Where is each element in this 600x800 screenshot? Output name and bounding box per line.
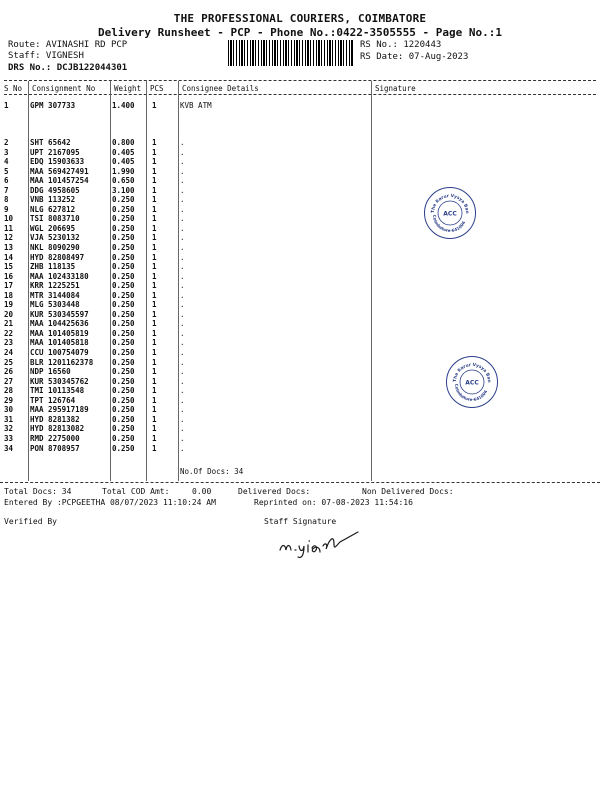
row-details: . — [180, 309, 185, 319]
table-row — [4, 214, 376, 224]
table-row — [4, 319, 376, 329]
row-weight: 0.405 — [112, 147, 135, 157]
row-sno: 26 — [4, 367, 14, 377]
no-of-docs: No.Of Docs: 34 — [180, 467, 244, 476]
row-consignment: NKL 8090290 — [30, 243, 80, 253]
reprinted-on: Reprinted on: 07-08-2023 11:54:16 — [254, 498, 413, 507]
row-weight: 0.250 — [112, 386, 135, 396]
row-consignment: MAA 104425636 — [30, 319, 89, 329]
row-details: . — [180, 195, 185, 205]
row-pcs: 1 — [152, 101, 157, 110]
table-row — [4, 243, 376, 253]
row-consignment: BLR 1201162378 — [30, 357, 94, 367]
row-details: . — [180, 204, 185, 214]
row-pcs: 1 — [152, 271, 157, 281]
row-sno: 1 — [4, 101, 9, 110]
row-pcs: 1 — [152, 309, 157, 319]
total-docs: Total Docs: 34 — [4, 487, 72, 496]
row-sno: 2 — [4, 138, 9, 147]
table-row — [4, 405, 376, 415]
table-row — [4, 138, 376, 148]
row-sno: 22 — [4, 328, 14, 338]
row-weight: 0.250 — [112, 290, 135, 300]
row-weight: 0.250 — [112, 195, 135, 205]
row-pcs: 1 — [152, 386, 157, 396]
table-row — [4, 148, 376, 158]
row-pcs: 1 — [152, 395, 157, 405]
row-pcs: 1 — [152, 281, 157, 291]
row-sno: 3 — [4, 147, 9, 157]
row-weight: 0.250 — [112, 443, 135, 453]
row-pcs: 1 — [152, 157, 157, 167]
non-delivered-docs: Non Delivered Docs: — [362, 487, 454, 496]
row-consignment: HYD 82808497 — [30, 252, 85, 262]
table-row — [4, 195, 376, 205]
row-pcs: 1 — [152, 185, 157, 195]
row-weight: 0.250 — [112, 281, 135, 291]
row-sno: 28 — [4, 386, 14, 396]
table-row — [4, 176, 376, 186]
row-sno: 8 — [4, 195, 9, 205]
row-pcs: 1 — [152, 252, 157, 262]
table-row — [4, 205, 376, 215]
row-consignment: CCU 100754079 — [30, 348, 89, 358]
row-consignment: GPM 307733 — [30, 101, 76, 110]
row-details: . — [180, 185, 185, 195]
row-details: . — [180, 271, 185, 281]
row-pcs: 1 — [152, 243, 157, 253]
row-pcs: 1 — [152, 338, 157, 348]
row-sno: 19 — [4, 300, 14, 310]
row-details: . — [180, 138, 185, 147]
row-pcs: 1 — [152, 357, 157, 367]
row-pcs: 1 — [152, 328, 157, 338]
row-pcs: 1 — [152, 433, 157, 443]
row-consignment: DDG 4958605 — [30, 185, 80, 195]
row-sno: 20 — [4, 309, 14, 319]
row-sno: 12 — [4, 233, 14, 243]
barcode-image — [228, 40, 354, 66]
table-row — [4, 167, 376, 177]
table-row — [4, 358, 376, 368]
row-consignment: MLG 5303448 — [30, 300, 80, 310]
row-sno: 33 — [4, 433, 14, 443]
row-details: . — [180, 223, 185, 233]
row-sno: 34 — [4, 443, 14, 453]
row-details: . — [180, 166, 185, 176]
row-pcs: 1 — [152, 414, 157, 424]
svg-text:ACC: ACC — [465, 379, 479, 387]
svg-text:The Karur Vysya Bank Ltd: The Karur Vysya Ban — [430, 193, 470, 214]
table-row — [4, 281, 376, 291]
row-details: . — [180, 300, 185, 310]
row-details: . — [180, 414, 185, 424]
row-pcs: 1 — [152, 204, 157, 214]
svg-text:Coimbatore-641004: Coimbatore-641004 — [431, 214, 467, 234]
table-row — [4, 186, 376, 196]
row-weight: 0.250 — [112, 233, 135, 243]
row-sno: 16 — [4, 271, 14, 281]
row-sno: 21 — [4, 319, 14, 329]
row-weight: 0.250 — [112, 414, 135, 424]
column-header-sno: S No — [4, 84, 23, 93]
row-weight: 0.250 — [112, 348, 135, 358]
row-consignment: WGL 206695 — [30, 223, 76, 233]
row-pcs: 1 — [152, 176, 157, 186]
row-sno: 27 — [4, 376, 14, 386]
row-sno: 31 — [4, 414, 14, 424]
table-row — [4, 444, 376, 454]
row-consignment: SHT 65642 — [30, 138, 71, 147]
row-pcs: 1 — [152, 443, 157, 453]
row-sno: 29 — [4, 395, 14, 405]
table-row — [4, 262, 376, 272]
row-sno: 14 — [4, 252, 14, 262]
row-sno: 13 — [4, 243, 14, 253]
table-top-rule — [4, 80, 596, 81]
row-details: . — [180, 290, 185, 300]
row-details: . — [180, 386, 185, 396]
row-details: . — [180, 395, 185, 405]
entered-by: Entered By :PCPGEETHA 08/07/2023 11:10:24 AM — [4, 498, 216, 507]
row-weight: 0.250 — [112, 376, 135, 386]
row-pcs: 1 — [152, 262, 157, 272]
total-cod-label: Total COD Amt: — [102, 487, 170, 496]
row-consignment: VJA 5230132 — [30, 233, 80, 243]
row-weight: 1.990 — [112, 166, 135, 176]
row-weight: 0.250 — [112, 367, 135, 377]
row-consignment: NLG 627812 — [30, 204, 76, 214]
row-consignment: EDQ 15903633 — [30, 157, 85, 167]
table-header-rule — [4, 94, 596, 95]
row-weight: 0.250 — [112, 243, 135, 253]
row-consignment: ZHB 118135 — [30, 262, 76, 272]
row-weight: 0.250 — [112, 300, 135, 310]
row-weight: 0.650 — [112, 176, 135, 186]
row-details: . — [180, 338, 185, 348]
column-header-weight: Weight — [114, 84, 142, 93]
row-pcs: 1 — [152, 424, 157, 434]
row-details: . — [180, 214, 185, 224]
row-details: KVB ATM — [180, 101, 212, 110]
row-sno: 17 — [4, 281, 14, 291]
row-sno: 24 — [4, 348, 14, 358]
table-row — [4, 424, 376, 434]
runsheet-rows — [4, 138, 376, 453]
row-weight: 0.250 — [112, 405, 135, 415]
svg-text:Coimbatore-641004: Coimbatore-641004 — [453, 383, 489, 403]
row-details: . — [180, 376, 185, 386]
delivered-docs: Delivered Docs: — [238, 487, 311, 496]
row-pcs: 1 — [152, 166, 157, 176]
row-weight: 0.250 — [112, 204, 135, 214]
row-pcs: 1 — [152, 367, 157, 377]
runsheet-subtitle: Delivery Runsheet - PCP - Phone No.:0422-3505555 - Page No.:1 — [98, 26, 502, 39]
bank-stamp — [424, 187, 476, 239]
row-pcs: 1 — [152, 195, 157, 205]
row-weight: 0.250 — [112, 424, 135, 434]
table-row — [4, 329, 376, 339]
row-sno: 32 — [4, 424, 14, 434]
row-details: . — [180, 176, 185, 186]
row-consignment: KRR 1225251 — [30, 281, 80, 291]
row-consignment: MAA 295917189 — [30, 405, 89, 415]
row-pcs: 1 — [152, 348, 157, 358]
table-row — [4, 253, 376, 263]
row-sno: 7 — [4, 185, 9, 195]
row-details: . — [180, 252, 185, 262]
row-details: . — [180, 243, 185, 253]
row-details: . — [180, 367, 185, 377]
row-consignment: PON 8708957 — [30, 443, 80, 453]
column-header-details: Consignee Details — [182, 84, 259, 93]
row-sno: 6 — [4, 176, 9, 186]
total-cod-value: 0.00 — [192, 487, 212, 496]
table-row — [4, 338, 376, 348]
bank-stamp — [446, 356, 498, 408]
row-weight: 0.405 — [112, 157, 135, 167]
row-details: . — [180, 433, 185, 443]
row-pcs: 1 — [152, 147, 157, 157]
table-row — [4, 367, 376, 377]
table-row — [4, 377, 376, 387]
row-weight: 1.400 — [112, 101, 135, 110]
row-consignment: MAA 101405819 — [30, 328, 89, 338]
row-sno: 23 — [4, 338, 14, 348]
row-details: . — [180, 147, 185, 157]
row-pcs: 1 — [152, 290, 157, 300]
row-sno: 30 — [4, 405, 14, 415]
row-details: . — [180, 405, 185, 415]
table-row — [4, 300, 376, 310]
table-row — [4, 233, 376, 243]
row-consignment: TMI 10113548 — [30, 386, 85, 396]
row-pcs: 1 — [152, 376, 157, 386]
bank-stamp-seal-icon — [447, 357, 497, 407]
row-consignment: MTR 3144084 — [30, 290, 80, 300]
staff-signature-scribble — [276, 526, 368, 562]
row-weight: 0.250 — [112, 252, 135, 262]
row-weight: 0.250 — [112, 338, 135, 348]
row-details: . — [180, 328, 185, 338]
staff-label: Staff: VIGNESH — [8, 51, 84, 61]
footer-top-rule — [0, 482, 600, 483]
row-pcs: 1 — [152, 300, 157, 310]
row-weight: 0.250 — [112, 319, 135, 329]
row-consignment: KUR 530345597 — [30, 309, 89, 319]
rs-number: RS No.: 1220443 — [360, 40, 442, 50]
table-row — [4, 272, 376, 282]
row-consignment: KUR 530345762 — [30, 376, 89, 386]
row-weight: 0.250 — [112, 214, 135, 224]
row-consignment: MAA 569427491 — [30, 166, 89, 176]
row-pcs: 1 — [152, 233, 157, 243]
table-row — [4, 396, 376, 406]
row-consignment: TPT 126764 — [30, 395, 76, 405]
row-weight: 0.250 — [112, 433, 135, 443]
verified-by-label: Verified By — [4, 517, 57, 526]
row-sno: 10 — [4, 214, 14, 224]
row-details: . — [180, 357, 185, 367]
bank-stamp-seal-icon — [425, 188, 475, 238]
row-details: . — [180, 262, 185, 272]
row-consignment: RMD 2275000 — [30, 433, 80, 443]
row-pcs: 1 — [152, 319, 157, 329]
row-consignment: VNB 113252 — [30, 195, 76, 205]
row-consignment: TSI 8083710 — [30, 214, 80, 224]
row-pcs: 1 — [152, 214, 157, 224]
row-consignment: MAA 101405818 — [30, 338, 89, 348]
row-weight: 0.250 — [112, 309, 135, 319]
row-details: . — [180, 281, 185, 291]
row-weight: 0.250 — [112, 262, 135, 272]
row-consignment: HYD 8281382 — [30, 414, 80, 424]
row-sno: 18 — [4, 290, 14, 300]
row-consignment: MAA 102433180 — [30, 271, 89, 281]
svg-text:ACC: ACC — [443, 210, 457, 218]
table-row — [4, 434, 376, 444]
table-row — [4, 224, 376, 234]
table-row-first — [4, 101, 376, 111]
row-consignment: NDP 16560 — [30, 367, 71, 377]
table-row — [4, 415, 376, 425]
row-weight: 0.250 — [112, 357, 135, 367]
row-details: . — [180, 443, 185, 453]
table-row — [4, 310, 376, 320]
svg-text:The Karur Vysya Bank Ltd: The Karur Vysya Ban — [452, 362, 492, 383]
row-sno: 4 — [4, 157, 9, 167]
row-pcs: 1 — [152, 138, 157, 147]
row-weight: 0.250 — [112, 271, 135, 281]
staff-signature-label: Staff Signature — [264, 517, 337, 526]
row-details: . — [180, 157, 185, 167]
route-label: Route: AVINASHI RD PCP — [8, 40, 128, 50]
row-details: . — [180, 424, 185, 434]
row-weight: 0.250 — [112, 328, 135, 338]
table-row — [4, 157, 376, 167]
row-consignment: MAA 101457254 — [30, 176, 89, 186]
row-sno: 11 — [4, 223, 14, 233]
table-row — [4, 348, 376, 358]
table-row — [4, 386, 376, 396]
row-sno: 25 — [4, 357, 14, 367]
column-header-consignment: Consignment No — [32, 84, 96, 93]
row-details: . — [180, 319, 185, 329]
row-details: . — [180, 233, 185, 243]
row-sno: 5 — [4, 166, 9, 176]
row-weight: 0.250 — [112, 223, 135, 233]
column-header-signature: Signature — [375, 84, 416, 93]
column-header-pcs: PCS — [150, 84, 164, 93]
row-weight: 0.800 — [112, 138, 135, 147]
table-row — [4, 291, 376, 301]
row-pcs: 1 — [152, 405, 157, 415]
row-weight: 0.250 — [112, 395, 135, 405]
row-sno: 9 — [4, 204, 9, 214]
row-consignment: HYD 82813082 — [30, 424, 85, 434]
row-pcs: 1 — [152, 223, 157, 233]
company-title: THE PROFESSIONAL COURIERS, COIMBATORE — [173, 12, 427, 25]
row-weight: 3.100 — [112, 185, 135, 195]
row-details: . — [180, 348, 185, 358]
row-sno: 15 — [4, 262, 14, 272]
rs-date: RS Date: 07-Aug-2023 — [360, 52, 469, 62]
row-consignment: UPT 2167095 — [30, 147, 80, 157]
drs-number: DRS No.: DCJB122044301 — [8, 63, 128, 73]
